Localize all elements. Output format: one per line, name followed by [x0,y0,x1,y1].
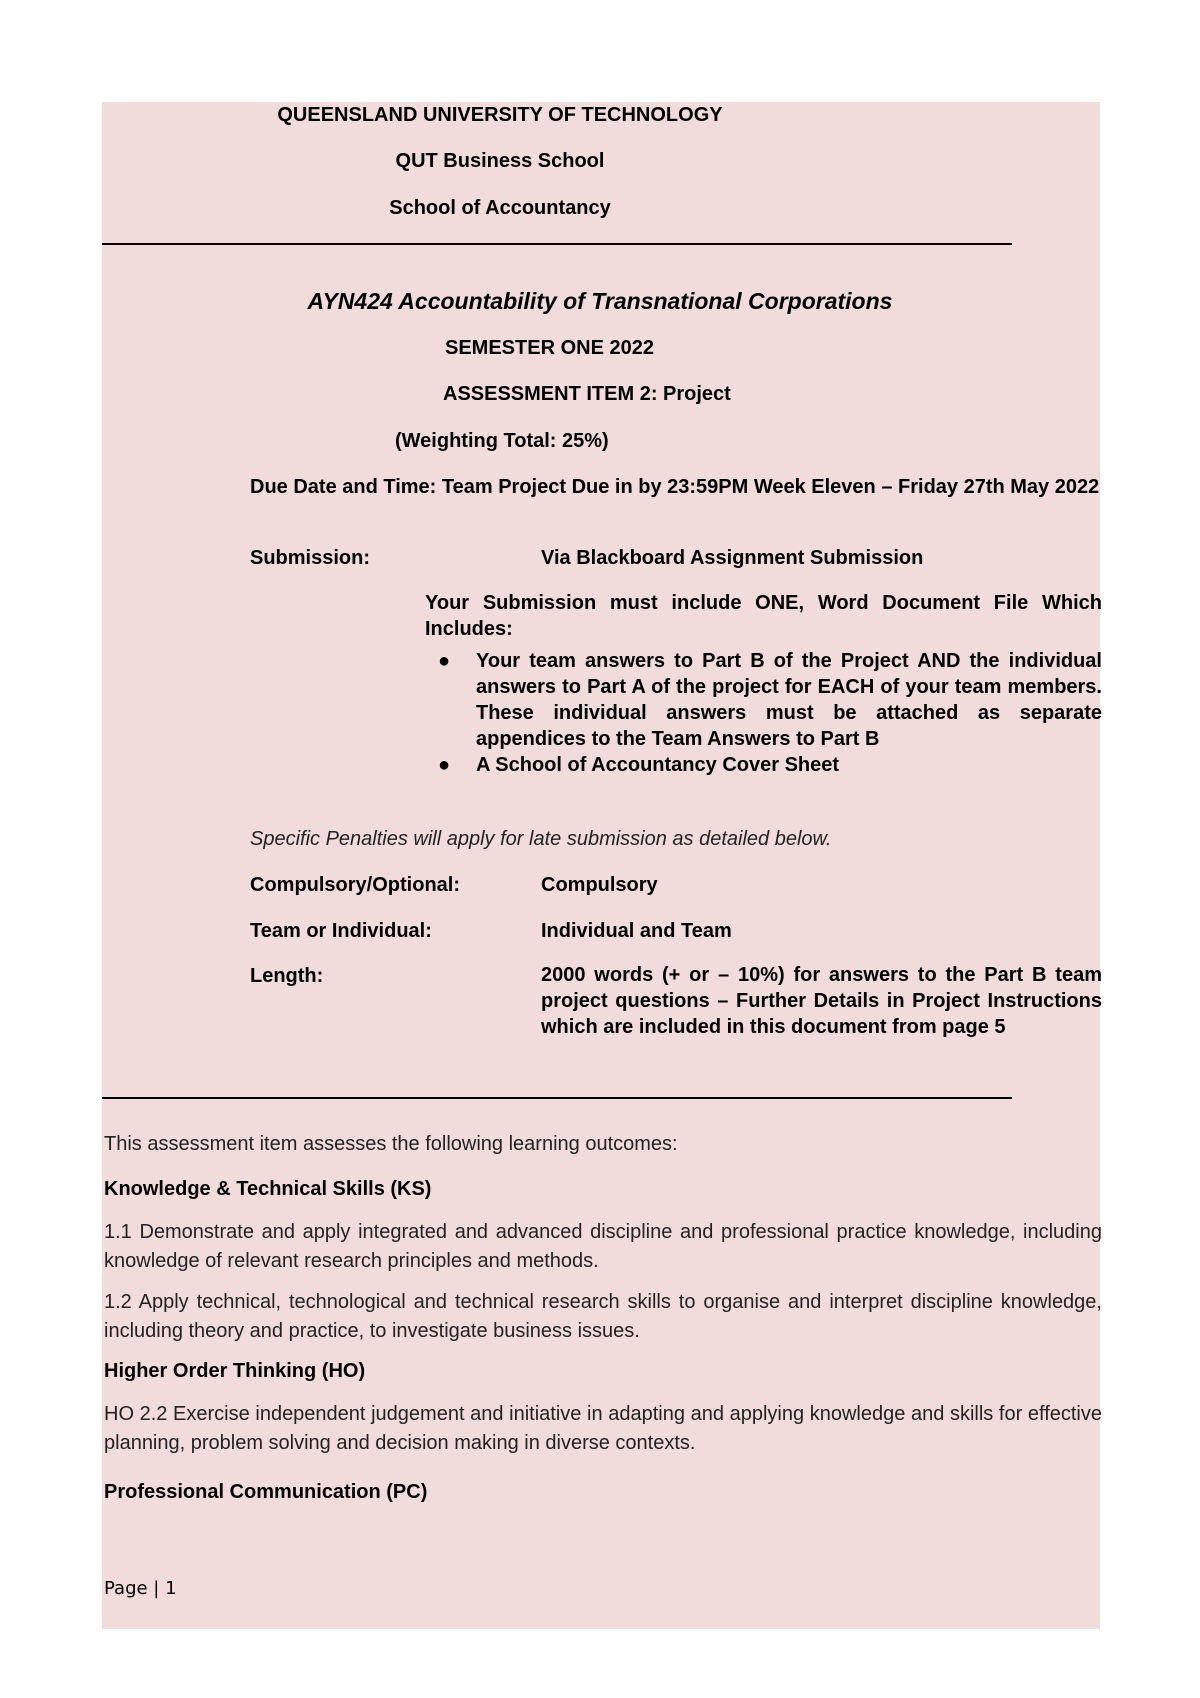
assessment-item: ASSESSMENT ITEM 2: Project [443,383,731,405]
submission-requirements: Your Submission must include ONE, Word Document File Which Includes: [425,592,1102,640]
submission-label: Submission: [250,547,371,569]
ho-heading: Higher Order Thinking (HO) [104,1360,366,1382]
penalties-note: Specific Penalties will apply for late submission as detailed below. [250,828,832,850]
faculty-name: QUT Business School [395,150,605,172]
unit-title: AYN424 Accountability of Transnational Corporations [307,288,893,314]
semester: SEMESTER ONE 2022 [445,337,654,359]
page-number: Page | 1 [104,1578,177,1599]
bullet-icon: ● [438,650,451,672]
pc-heading: Professional Communication (PC) [104,1481,428,1503]
detail-value: 2000 words (+ or – 10%) for answers to the Part B team project questions – Further Details in Project Instructions which are included in this document from page 5 [541,964,1102,1038]
ho-outcome-1: HO 2.2 Exercise independent judgement and initiative in adapting and applying knowledge and skills for effective planning, problem solving and decision making in diverse contexts. [104,1403,1102,1454]
detail-value: Individual and Team [541,920,732,942]
ks-outcome-2: 1.2 Apply technical, technological and technical research skills to organise and interpret discipline knowledge, including theory and practice, to investigate business issues. [104,1291,1102,1342]
detail-value: Compulsory [541,874,658,896]
detail-label: Length: [250,965,324,987]
bullet-icon: ● [438,754,451,776]
ks-outcome-1: 1.1 Demonstrate and apply integrated and advanced discipline and professional practice knowledge, including knowledge of relevant research principles and methods. [104,1221,1102,1272]
due-date: Due Date and Time: Team Project Due in by 23:59PM Week Eleven – Friday 27th May 2022 [250,476,1100,498]
list-item: ● A School of Accountancy Cover Sheet [438,754,840,776]
submission-value: Via Blackboard Assignment Submission [541,547,924,569]
section-divider [102,1097,1012,1099]
submission-items [438,648,1102,778]
list-item: ● Your team answers to Part B of the Project AND the individual answers to Part A of the project for EACH of your team members. These individual answers must be attached as separate appendices to the Team Answers to Part B [438,650,1102,750]
outcomes-intro: This assessment item assesses the following learning outcomes: [104,1133,678,1155]
detail-label: Team or Individual: [250,920,432,942]
school-name: School of Accountancy [389,197,611,219]
detail-label: Compulsory/Optional: [250,874,460,896]
weighting: (Weighting Total: 25%) [395,430,609,452]
university-name: QUEENSLAND UNIVERSITY OF TECHNOLOGY [277,104,723,126]
header-divider [102,243,1012,245]
ks-heading: Knowledge & Technical Skills (KS) [104,1178,432,1200]
